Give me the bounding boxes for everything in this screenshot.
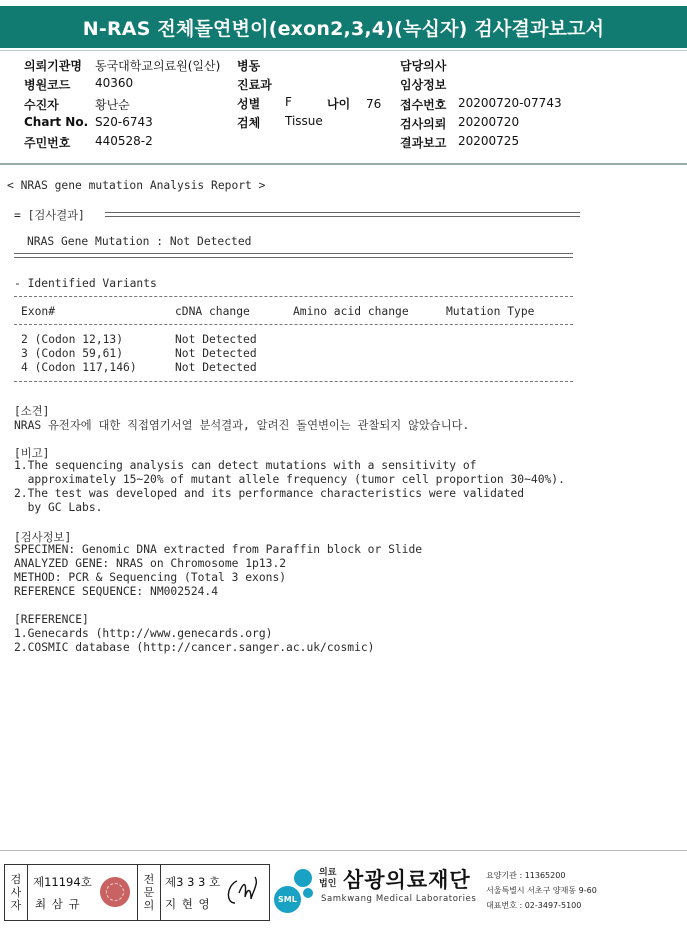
- specialist-label: 전 문 의: [137, 865, 161, 920]
- table-cell: Not Detected: [175, 333, 257, 346]
- opinion-title: [소견]: [14, 405, 50, 418]
- reference-line: 2.COSMIC database (http://cancer.sanger.ac.uk/cosmic): [14, 641, 375, 654]
- info-line: METHOD: PCR & Sequencing (Total 3 exons): [14, 571, 287, 584]
- table-header-rule: [14, 324, 573, 325]
- header-field: [24, 134, 153, 151]
- title-underline: [0, 50, 687, 51]
- header-field: [400, 95, 562, 113]
- info-line: SPECIMEN: Genomic DNA extracted from Paraffin block or Slide: [14, 543, 423, 556]
- age-field: [327, 95, 381, 112]
- header-field-value: 동국대학교의료원(일산): [95, 59, 221, 73]
- variants-title: - Identified Variants: [14, 277, 157, 290]
- org-prefix: 의료 법인: [319, 868, 337, 889]
- result-header: = [검사결과]: [14, 209, 92, 222]
- header-field: [237, 114, 323, 131]
- logo-text: SML: [278, 895, 297, 904]
- header-field-value: S20-6743: [95, 114, 153, 129]
- header-field-value: 20200720-07743: [458, 95, 562, 110]
- header-field-value: 20200720: [458, 114, 520, 129]
- header-field-label: 주민번호: [24, 136, 71, 151]
- sml-logo-image: [270, 864, 320, 916]
- header-field: [237, 57, 260, 74]
- header-field-value: 20200725: [458, 134, 520, 149]
- signature-box: [4, 864, 270, 921]
- result-header-rule: [105, 212, 580, 217]
- header-field-label: 의뢰기관명: [24, 59, 82, 73]
- info-line: REFERENCE SEQUENCE: NM002524.4: [14, 585, 219, 598]
- org-info: 요양기관 : 11365200 서울특별시 서초구 양재동 9-60 대표번호 : 02-3497-5100: [486, 871, 597, 910]
- col-header-amino: Amino acid change: [293, 305, 409, 318]
- remark-line: approximately 15~20% of mutant allele frequency (tumor cell proportion 30~40%).: [14, 473, 565, 486]
- info-title: [검사정보]: [14, 531, 72, 544]
- footer-separator: [0, 850, 687, 851]
- table-row: 3 (Codon 59,61): [21, 347, 124, 360]
- header-field: [237, 76, 272, 93]
- header-field: [400, 57, 446, 74]
- remark-line: 1.The sequencing analysis can detect mutations with a sensitivity of: [14, 459, 477, 472]
- remarks-title: [비고]: [14, 447, 50, 460]
- header-field-value: 440528-2: [95, 134, 153, 149]
- header-field-label: 진료과: [237, 78, 272, 93]
- table-row: 2 (Codon 12,13): [21, 333, 124, 346]
- org-english-name: Samkwang Medical Laboratories: [321, 894, 477, 904]
- signature-image: [223, 873, 265, 911]
- result-line: NRAS Gene Mutation : Not Detected: [27, 235, 252, 248]
- opinion-text: NRAS 유전자에 대한 직접염기서열 분석결과, 알려진 돌연변이는 관찰되지 않았습니다.: [14, 419, 470, 432]
- header-field-label: 검사의뢰: [400, 116, 447, 131]
- report-heading: < NRAS gene mutation Analysis Report >: [7, 179, 266, 192]
- col-header-type: Mutation Type: [446, 305, 535, 318]
- header-field: [400, 76, 446, 93]
- header-field-value: 40360: [95, 76, 134, 91]
- header-field: [400, 134, 520, 151]
- header-field-label: 검체: [237, 116, 261, 130]
- header-field: [24, 57, 221, 74]
- result-rule: [14, 253, 573, 258]
- org-name: 삼광의료재단: [343, 868, 471, 892]
- remark-line: by GC Labs.: [14, 501, 103, 514]
- header-field-label: 결과보고: [400, 136, 447, 151]
- age-value: 76: [366, 97, 382, 111]
- col-header-exon: Exon#: [21, 305, 56, 318]
- header-field: [24, 114, 153, 129]
- header-field-label: 수진자: [24, 97, 59, 112]
- reference-title: [REFERENCE]: [14, 613, 89, 626]
- header-field-label: 담당의사: [400, 59, 447, 73]
- header-separator: [0, 163, 687, 165]
- table-top-rule: [14, 296, 573, 297]
- table-bottom-rule: [14, 381, 573, 382]
- info-line: ANALYZED GENE: NRAS on Chromosome 1p13.2: [14, 557, 287, 570]
- header-field: [24, 76, 134, 93]
- header-field-value: 황난순: [95, 97, 130, 112]
- reference-line: 1.Genecards (http://www.genecards.org): [14, 627, 273, 640]
- report-title: N-RAS 전체돌연변이(exon2,3,4)(녹십자) 검사결과보고서: [0, 6, 687, 48]
- header-field-label: 접수번호: [400, 97, 447, 112]
- header-field: [400, 114, 520, 132]
- header-field: [24, 96, 130, 113]
- remark-line: 2.The test was developed and its performance characteristics were validated: [14, 487, 525, 500]
- specialist-license-no: 제3 3 3 호: [165, 875, 221, 889]
- table-cell: Not Detected: [175, 361, 257, 374]
- header-field-label: Chart No.: [24, 114, 89, 129]
- age-label: 나이: [327, 97, 351, 111]
- examiner-label: 검 사 자: [5, 865, 28, 920]
- header-field-value: Tissue: [285, 114, 323, 128]
- header-field-label: 병원코드: [24, 78, 71, 93]
- examiner-seal-image: [100, 877, 130, 907]
- header-field: [237, 95, 292, 112]
- table-cell: Not Detected: [175, 347, 257, 360]
- col-header-cdna: cDNA change: [175, 305, 250, 318]
- table-row: 4 (Codon 117,146): [21, 361, 137, 374]
- specialist-name: 지 현 영: [165, 897, 211, 911]
- header-field-label: 임상정보: [400, 78, 447, 93]
- header-field-label: 병동: [237, 59, 261, 73]
- header-field-value: F: [285, 95, 292, 109]
- header-field-label: 성별: [237, 97, 261, 111]
- examiner-name: 최 삼 규: [35, 897, 81, 911]
- examiner-license-no: 제11194호: [33, 875, 92, 889]
